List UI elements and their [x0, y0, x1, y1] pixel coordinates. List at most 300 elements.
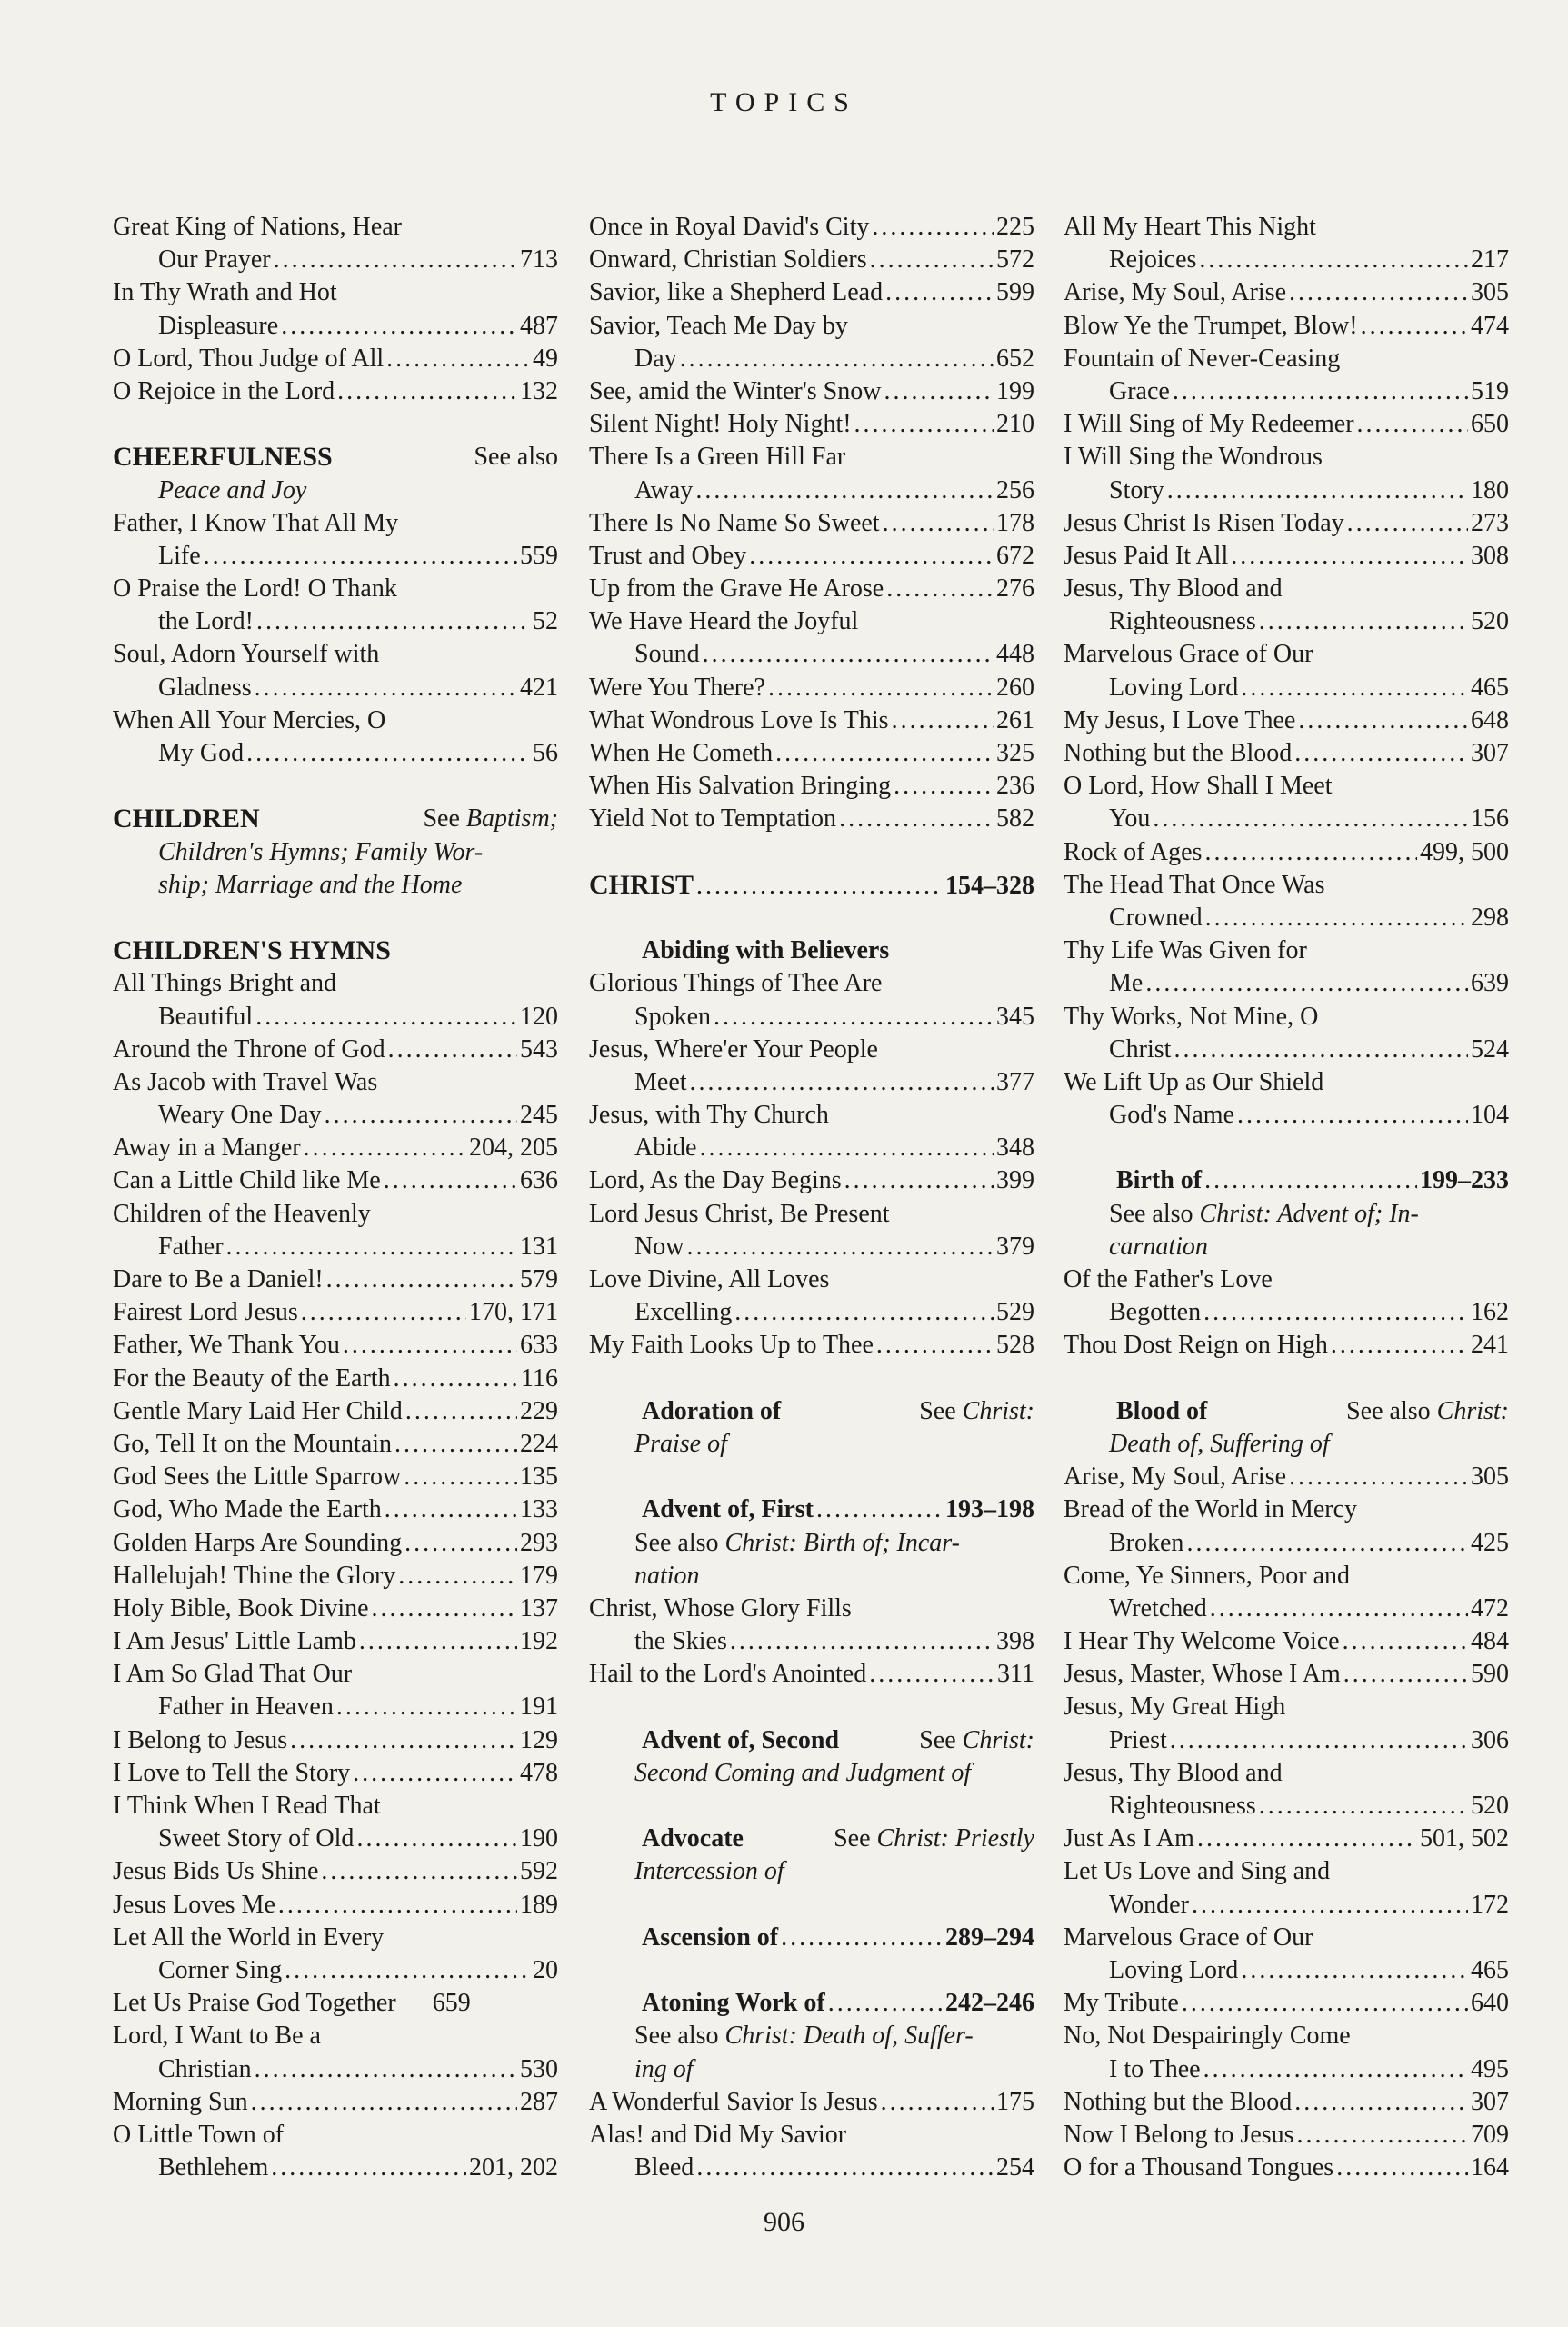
leader-dots	[326, 1263, 517, 1296]
index-entry	[113, 1724, 558, 1757]
entry-title: Grace	[1109, 376, 1170, 405]
leader-dots	[1203, 1296, 1468, 1329]
leader-dots	[1167, 474, 1468, 507]
hymn-number: 307	[1471, 739, 1509, 767]
entry-title: You	[1109, 804, 1151, 834]
see-reference: ship; Marriage and the Home	[158, 870, 463, 899]
hymn-number: 129	[520, 1725, 558, 1754]
hymn-number: 484	[1471, 1627, 1509, 1656]
hymn-number: 528	[996, 1331, 1034, 1360]
index-entry: Jesus, Thy Blood and	[1064, 1758, 1283, 1787]
hymn-number: 116	[521, 1363, 558, 1393]
hymn-number: 164	[1471, 2153, 1509, 2182]
heading-title: CHILDREN'S HYMNS	[113, 935, 391, 966]
subheading-title: Advent of, Second	[642, 1725, 840, 1754]
topic-heading	[113, 934, 558, 967]
topic-heading	[113, 441, 558, 474]
index-entry: Great King of Nations, Hear	[113, 213, 403, 241]
see-label: See also	[1109, 1199, 1200, 1228]
index-entry: Jesus, Where'er Your People	[589, 1034, 878, 1064]
hymn-number: 520	[1471, 1792, 1509, 1820]
index-entry	[1064, 803, 1509, 835]
entry-title: Weary One Day	[158, 1101, 322, 1130]
index-entry	[113, 1231, 558, 1263]
index-entry: Father, I Know That All My	[113, 508, 399, 537]
see-reference: See Christ:	[919, 1725, 1034, 1754]
index-entry: O Lord, How Shall I Meet	[1064, 772, 1333, 801]
index-subheading	[589, 1823, 1034, 1855]
index-entry	[589, 2086, 1034, 2119]
index-entry: Jesus, Thy Blood and	[1064, 574, 1283, 604]
hymn-number: 225	[996, 213, 1034, 241]
subheading-title: Advocate	[642, 1824, 744, 1853]
index-entry	[589, 704, 1034, 737]
entry-title: Story	[1109, 475, 1164, 504]
index-column-3	[1064, 211, 1509, 2184]
hymn-number: 572	[996, 245, 1034, 275]
hymn-number: 465	[1471, 673, 1509, 702]
index-entry: Bread of the World in Mercy	[1064, 1495, 1358, 1524]
index-entry: Lord, I Want to Be a	[113, 2022, 321, 2051]
index-entry: Let All the World in Every	[113, 1923, 385, 1952]
leader-dots	[1259, 605, 1468, 638]
hymn-number: 709	[1471, 2120, 1509, 2149]
entry-title: Thou Dost Reign on High	[1064, 1331, 1328, 1360]
hymn-number: 172	[1471, 1890, 1509, 1919]
entry-title: Away in a Manger	[113, 1134, 301, 1163]
entry-title: Around the Throne of God	[113, 1034, 385, 1064]
hymn-number: 287	[520, 2087, 558, 2116]
leader-dots	[1289, 1461, 1468, 1493]
leader-dots	[285, 1954, 530, 1987]
hymn-number: 487	[520, 311, 558, 340]
index-entry	[113, 1823, 558, 1855]
hymn-number: 56	[533, 739, 558, 767]
leader-dots	[1294, 2086, 1468, 2119]
leader-dots	[768, 672, 994, 704]
see-reference: Children's Hymns; Family Wor-	[158, 837, 484, 866]
leader-dots	[246, 737, 530, 770]
hymn-number: 472	[1471, 1593, 1509, 1623]
leader-dots	[680, 343, 994, 375]
entry-title: A Wonderful Savior Is Jesus	[589, 2087, 878, 2116]
leader-dots	[690, 1066, 994, 1099]
index-entry	[589, 672, 1034, 704]
index-entry	[1064, 704, 1509, 737]
spacer	[113, 902, 558, 934]
index-entry	[113, 1757, 558, 1790]
index-entry	[113, 1889, 558, 1922]
entry-title: When He Cometh	[589, 739, 774, 767]
index-entry: No, Not Despairingly Come	[1064, 2022, 1351, 2051]
leader-dots	[1347, 507, 1468, 540]
leader-dots	[839, 803, 994, 835]
leader-dots	[1199, 244, 1468, 276]
index-entry: Lord Jesus Christ, Be Present	[589, 1199, 890, 1228]
hymn-number: 201, 202	[469, 2153, 558, 2182]
entry-title: There Is No Name So Sweet	[589, 508, 880, 537]
index-entry: Of the Father's Love	[1064, 1265, 1273, 1293]
index-entry	[1064, 836, 1509, 869]
leader-dots	[255, 1001, 517, 1034]
index-entry	[113, 1263, 558, 1296]
index-entry: Thy Life Was Given for	[1064, 936, 1307, 965]
hymn-number: 120	[520, 1002, 558, 1031]
entry-title: Bethlehem	[158, 2153, 269, 2182]
hymn-number: 273	[1471, 508, 1509, 537]
hymn-number: 345	[996, 1002, 1034, 1031]
entry-title: I Belong to Jesus	[113, 1725, 288, 1754]
hymn-number: 672	[996, 541, 1034, 570]
index-entry: O Little Town of	[113, 2120, 285, 2149]
index-entry	[113, 737, 558, 770]
index-entry	[1064, 1099, 1509, 1132]
entry-title: I Am Jesus' Little Lamb	[113, 1627, 356, 1656]
hymn-number: 224	[520, 1429, 558, 1458]
entry-title: God's Name	[1109, 1101, 1235, 1130]
index-entry	[113, 1132, 558, 1164]
index-entry	[1064, 902, 1509, 934]
entry-title: Loving Lord	[1109, 673, 1239, 702]
entry-title: Just As I Am	[1064, 1824, 1194, 1853]
leader-dots	[1294, 737, 1468, 770]
index-entry	[113, 605, 558, 638]
entry-title: Dare to Be a Daniel!	[113, 1265, 324, 1293]
hymn-number: 199	[996, 376, 1034, 405]
spacer	[1064, 1363, 1509, 1395]
leader-dots	[321, 1855, 517, 1888]
index-entry	[1064, 1987, 1509, 2020]
hymn-number: 348	[996, 1134, 1034, 1163]
index-entry	[1064, 507, 1509, 540]
index-entry	[113, 1034, 558, 1066]
hymn-number: 448	[996, 640, 1034, 669]
entry-title: I Love to Tell the Story	[113, 1758, 351, 1787]
entry-title: Ascension of	[642, 1923, 779, 1952]
leader-dots	[828, 1987, 943, 2020]
hymn-number: 189	[520, 1890, 558, 1919]
leader-dots	[775, 737, 994, 770]
entry-title: Advent of, First	[642, 1495, 814, 1524]
leader-dots	[301, 1296, 466, 1329]
hymn-number: 495	[1471, 2054, 1509, 2083]
leader-dots	[388, 1034, 517, 1066]
index-entry	[113, 1363, 558, 1395]
index-entry: We Have Heard the Joyful	[589, 607, 859, 636]
entry-title: Were You There?	[589, 673, 765, 702]
entry-title: Nothing but the Blood	[1064, 2087, 1293, 2116]
entry-title: Blow Ye the Trumpet, Blow!	[1064, 311, 1358, 340]
index-entry	[113, 1855, 558, 1888]
entry-title: O for a Thousand Tongues	[1064, 2153, 1334, 2182]
index-entry	[589, 737, 1034, 770]
entry-title: I Hear Thy Welcome Voice	[1064, 1627, 1340, 1656]
index-entry	[113, 1461, 558, 1493]
hymn-number: 241	[1471, 1331, 1509, 1360]
leader-dots	[1153, 803, 1468, 835]
leader-dots	[1361, 310, 1468, 343]
index-entry	[589, 1625, 1034, 1658]
index-subheading	[589, 1493, 1034, 1526]
index-entry	[1064, 2053, 1509, 2086]
see-reference: Death of, Suffering of	[1109, 1429, 1330, 1458]
leader-dots	[886, 573, 994, 605]
see-target: Christ: Birth of; Incar-	[724, 1528, 960, 1557]
index-entry: The Head That Once Was	[1064, 870, 1325, 899]
leader-dots	[325, 1099, 517, 1132]
see-label: See also	[634, 1528, 725, 1557]
leader-dots	[869, 1658, 994, 1691]
spacer	[113, 770, 558, 803]
entry-title: My Jesus, I Love Thee	[1064, 705, 1296, 734]
index-entry	[1064, 310, 1509, 343]
index-entry	[113, 310, 558, 343]
entry-title: Rock of Ages	[1064, 837, 1203, 866]
index-entry	[1064, 1593, 1509, 1625]
hymn-number: 217	[1471, 245, 1509, 275]
hymn-number: 465	[1471, 1955, 1509, 1984]
index-subheading: Abiding with Believers	[642, 936, 890, 965]
index-entry	[1064, 540, 1509, 573]
hymn-number: 559	[520, 541, 558, 570]
see-reference: Praise of	[634, 1429, 727, 1458]
index-subheading	[589, 869, 1034, 902]
hymn-number: 49	[533, 344, 558, 373]
entry-title: My God	[158, 739, 245, 767]
hymn-number: 659	[432, 1989, 471, 2018]
leader-dots	[1298, 704, 1468, 737]
leader-dots	[1331, 1329, 1468, 1362]
index-entry	[1064, 276, 1509, 309]
entry-title: Arise, My Soul, Arise	[1064, 1463, 1286, 1492]
leader-dots	[398, 1560, 517, 1593]
leader-dots	[256, 605, 530, 638]
index-entry: As Jacob with Travel Was	[113, 1067, 378, 1096]
hymn-number: 156	[1471, 804, 1509, 834]
entry-title: Loving Lord	[1109, 1955, 1239, 1984]
hymn-number: 135	[520, 1463, 558, 1492]
leader-dots	[1336, 2152, 1468, 2184]
index-entry: When All Your Mercies, O	[113, 705, 386, 734]
entry-title: Silent Night! Holy Night!	[589, 410, 852, 439]
entry-title: Jesus Loves Me	[113, 1890, 275, 1919]
index-subheading	[1064, 1164, 1509, 1197]
index-entry: There Is a Green Hill Far	[589, 443, 846, 472]
hymn-number: 193–198	[945, 1495, 1034, 1524]
leader-dots	[337, 375, 517, 408]
index-entry	[113, 375, 558, 408]
see-reference: ing of	[634, 2054, 694, 2083]
leader-dots	[885, 276, 994, 309]
leader-dots	[1237, 1099, 1468, 1132]
index-entry	[113, 2053, 558, 2086]
index-entry	[589, 244, 1034, 276]
index-entry	[1064, 1461, 1509, 1493]
hymn-number: 289–294	[945, 1923, 1034, 1952]
spacer	[589, 1691, 1034, 1723]
index-entry: Love Divine, All Loves	[589, 1265, 830, 1293]
hymn-number: 204, 205	[469, 1134, 558, 1163]
index-entry	[1064, 244, 1509, 276]
index-entry	[589, 1658, 1034, 1691]
entry-title: Atoning Work of	[642, 1989, 825, 2018]
index-entry	[113, 1164, 558, 1197]
leader-dots	[386, 343, 530, 375]
leader-dots	[686, 1231, 994, 1263]
leader-dots	[394, 1363, 518, 1395]
index-entry	[113, 1329, 558, 1362]
index-entry	[1064, 672, 1509, 704]
leader-dots	[336, 1691, 517, 1723]
index-entry	[1064, 2086, 1509, 2119]
entry-title: the Lord!	[158, 607, 254, 636]
hymn-number: 501, 502	[1420, 1824, 1509, 1853]
entry-title: Excelling	[634, 1298, 733, 1327]
entry-title: Yield Not to Temptation	[589, 804, 837, 834]
index-entry	[1064, 1724, 1509, 1757]
entry-title: Spoken	[634, 1002, 711, 1031]
index-entry: Marvelous Grace of Our	[1064, 640, 1313, 669]
hymn-number: 210	[996, 410, 1034, 439]
index-subheading	[589, 1922, 1034, 1954]
leader-dots	[404, 1461, 517, 1493]
index-entry: I Will Sing the Wondrous	[1064, 443, 1323, 472]
entry-title: Wonder	[1109, 1890, 1189, 1919]
leader-dots	[730, 1625, 994, 1658]
entry-title: God Sees the Little Sparrow	[113, 1463, 402, 1492]
index-entry	[113, 244, 558, 276]
hymn-number: 579	[520, 1265, 558, 1293]
index-entry: We Lift Up as Our Shield	[1064, 1067, 1324, 1096]
entry-title: What Wondrous Love Is This	[589, 705, 889, 734]
hymn-number: 260	[996, 673, 1034, 702]
leader-dots	[1197, 1823, 1417, 1855]
hymn-number: 398	[996, 1627, 1034, 1656]
index-entry	[589, 638, 1034, 671]
see-reference: See Baptism;	[423, 804, 558, 834]
entry-title: Arise, My Soul, Arise	[1064, 278, 1286, 307]
index-entry	[1064, 1329, 1509, 1362]
index-entry	[589, 276, 1034, 309]
index-entry	[1064, 605, 1509, 638]
leader-dots	[271, 2152, 466, 2184]
spacer	[589, 1790, 1034, 1823]
leader-dots	[1357, 408, 1468, 441]
leader-dots	[204, 540, 517, 573]
entry-title: Once in Royal David's City	[589, 213, 870, 241]
page-header: TOPICS	[710, 87, 858, 117]
entry-title: When His Salvation Bringing	[589, 772, 892, 801]
see-reference: Peace and Joy	[158, 475, 307, 504]
entry-title: Rejoices	[1109, 245, 1197, 275]
hymn-number: 478	[520, 1758, 558, 1787]
hymn-number: 104	[1471, 1101, 1509, 1130]
entry-title: Our Prayer	[158, 245, 271, 275]
entry-title: Corner Sing	[158, 1955, 283, 1984]
index-entry	[589, 343, 1034, 375]
leader-dots	[1204, 1164, 1417, 1197]
index-entry	[589, 1132, 1034, 1164]
index-entry: I Think When I Read That	[113, 1792, 381, 1820]
index-entry	[113, 1987, 558, 2020]
index-entry	[589, 540, 1034, 573]
index-entry: Let Us Love and Sing and	[1064, 1857, 1331, 1886]
hymn-number: 254	[996, 2153, 1034, 2182]
entry-title: Jesus Christ Is Risen Today	[1064, 508, 1344, 537]
spacer	[113, 408, 558, 441]
leader-dots	[816, 1493, 943, 1526]
page-number: 906	[764, 2207, 804, 2237]
leader-dots	[290, 1724, 517, 1757]
entry-title: Onward, Christian Soldiers	[589, 245, 867, 275]
index-entry: Fountain of Never-Ceasing	[1064, 344, 1341, 373]
index-entry	[589, 474, 1034, 507]
entry-title: Broken	[1109, 1528, 1184, 1557]
index-entry	[589, 1164, 1034, 1197]
leader-dots	[1343, 1658, 1468, 1691]
see-reference: Intercession of	[634, 1857, 784, 1886]
see-reference	[589, 2020, 1034, 2052]
leader-dots	[1203, 2053, 1468, 2086]
hymn-number: 133	[520, 1495, 558, 1524]
entry-title: Meet	[634, 1067, 687, 1096]
entry-title: Can a Little Child like Me	[113, 1166, 381, 1195]
hymn-number: 305	[1471, 1463, 1509, 1492]
leader-dots	[884, 375, 994, 408]
index-entry	[589, 770, 1034, 803]
leader-dots	[394, 1428, 517, 1461]
spacer	[589, 836, 1034, 869]
entry-title: CHRIST	[589, 869, 694, 900]
index-entry	[113, 1099, 558, 1132]
index-entry: Thy Works, Not Mine, O	[1064, 1002, 1319, 1031]
heading-title: CHILDREN	[113, 804, 260, 834]
hymn-number: 306	[1471, 1725, 1509, 1754]
hymn-number: 132	[520, 376, 558, 405]
hymn-number: 524	[1471, 1034, 1509, 1064]
see-reference: See Christ: Priestly	[834, 1824, 1034, 1853]
leader-dots	[274, 244, 517, 276]
index-entry: In Thy Wrath and Hot	[113, 278, 337, 307]
entry-title: Up from the Grave He Arose	[589, 574, 884, 604]
hymn-number: 530	[520, 2054, 558, 2083]
leader-dots	[714, 1001, 994, 1034]
leader-dots	[894, 770, 994, 803]
leader-dots	[1241, 1954, 1468, 1987]
leader-dots	[359, 1625, 517, 1658]
index-entry	[589, 408, 1034, 441]
see-reference: carnation	[1109, 1232, 1208, 1261]
entry-title: Begotten	[1109, 1298, 1202, 1327]
leader-dots	[1289, 276, 1468, 309]
index-entry	[113, 1395, 558, 1428]
leader-dots	[870, 244, 994, 276]
hymn-number: 639	[1471, 969, 1509, 998]
hymn-number: 276	[996, 574, 1034, 604]
leader-dots	[251, 2086, 517, 2119]
topic-heading	[113, 803, 558, 835]
leader-dots	[734, 1296, 994, 1329]
hymn-number: 582	[996, 804, 1034, 834]
see-reference	[1064, 1198, 1509, 1231]
hymn-number: 592	[520, 1857, 558, 1886]
index-entry	[1064, 967, 1509, 1000]
entry-title: Now I Belong to Jesus	[1064, 2120, 1294, 2149]
hymn-number: 421	[520, 673, 558, 702]
leader-dots	[356, 1823, 517, 1855]
hymn-number: 652	[996, 344, 1034, 373]
hymn-number: 245	[520, 1101, 558, 1130]
